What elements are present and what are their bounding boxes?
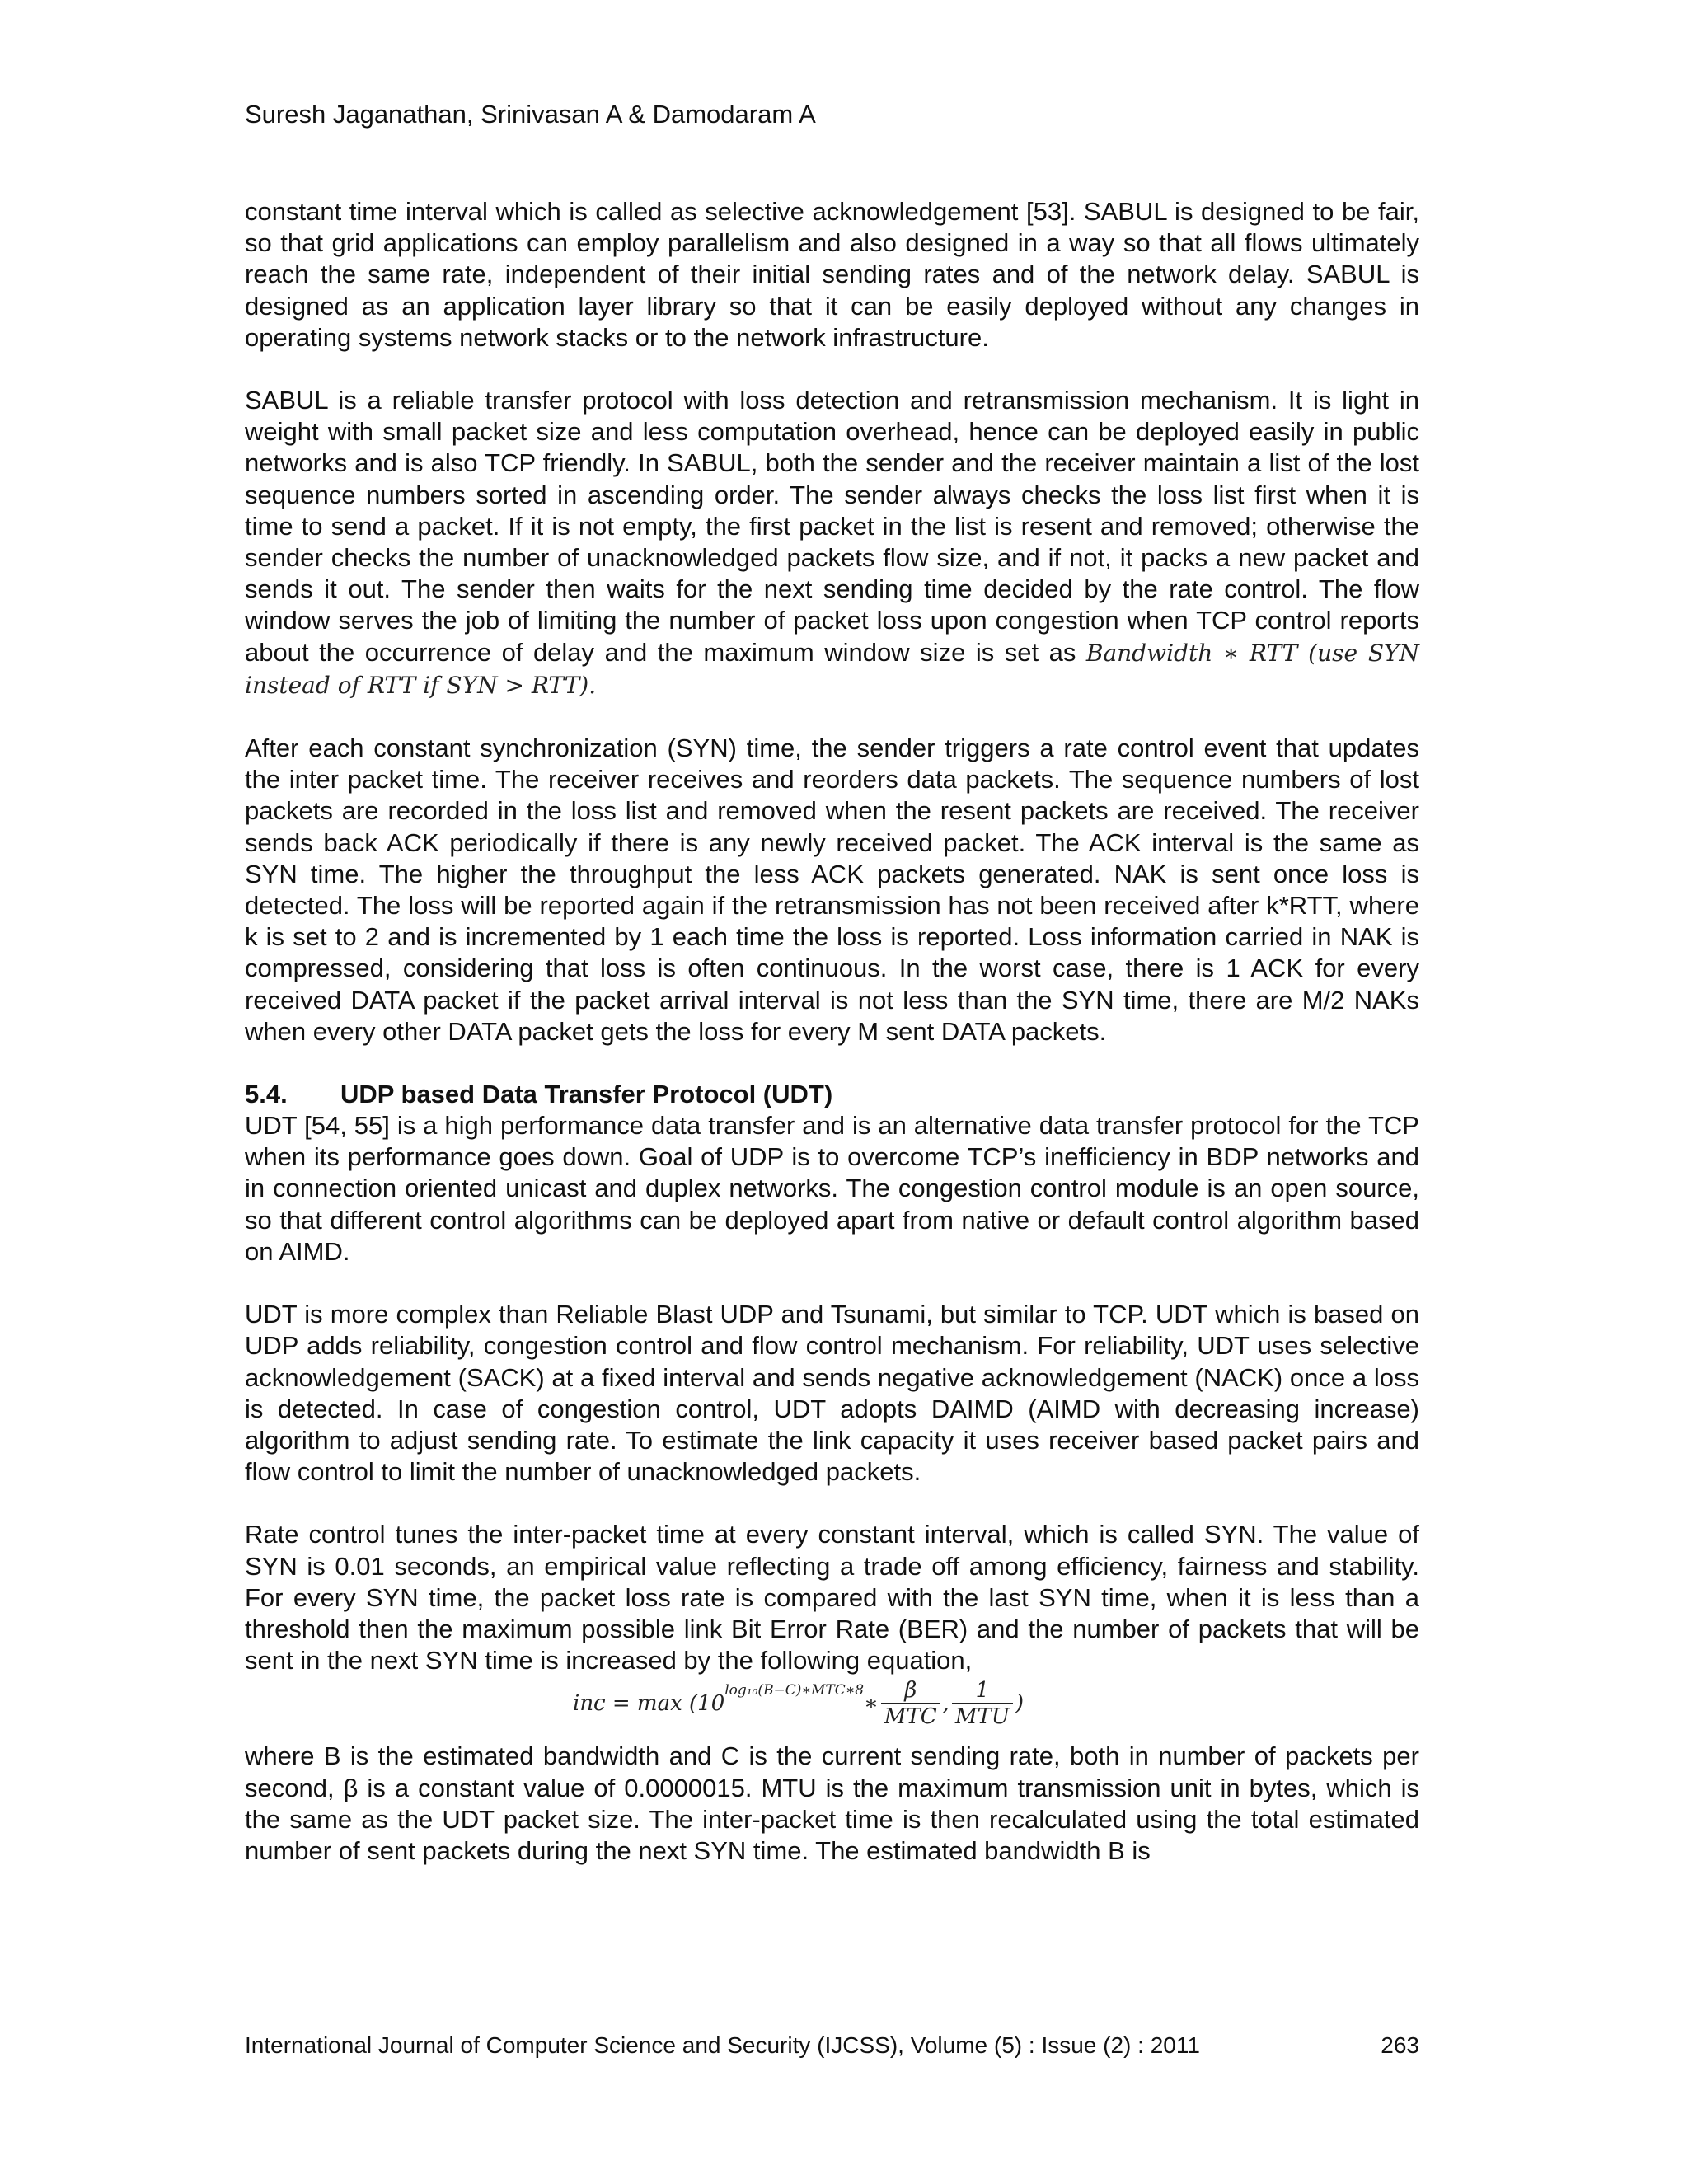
fraction-1-denominator: MTC bbox=[881, 1703, 940, 1729]
running-header: Suresh Jaganathan, Srinivasan A & Damodaram A bbox=[245, 100, 816, 129]
page-footer bbox=[245, 2031, 1419, 2060]
equation-comma: , bbox=[942, 1691, 950, 1717]
window-size-formula: Bandwidth ∗ RTT (use SYN instead of RTT if SYN > RTT). bbox=[245, 639, 1420, 699]
section-number: 5.4. bbox=[245, 1080, 288, 1109]
paragraph-4: UDT [54, 55] is a high performance data transfer and is an alternative data transfer protocol for the TCP when its performance goes down. Goal of UDP is to overcome TCP’s inefficiency in BDP networks and in connection oriented unicast and duplex networks. The congestion control module is an open source, so that different control algorithms can be deployed apart from native or default control algorithm based on AIMD. bbox=[245, 1111, 1419, 1266]
fraction-2-numerator: 1 bbox=[975, 1678, 990, 1704]
fraction-2-denominator: MTU bbox=[952, 1703, 1013, 1729]
article-body bbox=[245, 196, 1419, 1867]
rate-increase-equation bbox=[245, 1676, 1419, 1739]
paragraph-5: UDT is more complex than Reliable Blast UDP and Tsunami, but similar to TCP. UDT which is based on UDP adds reliability, congestion control and flow control mechanism. For reliability, UDT uses selective acknowledgement (SACK) at a fixed interval and sends negative acknowledgement (NACK) once a loss is detected. In case of congestion control, UDT adopts DAIMD (AIMD with decreasing increase) algorithm to adjust sending rate. To estimate the link capacity it uses receiver based packet pairs and flow control to limit the number of unacknowledged packets. bbox=[245, 1300, 1419, 1487]
equation-exponent: log₁₀(B−C)∗MTC∗8 bbox=[724, 1682, 865, 1699]
page-number: 263 bbox=[1381, 2032, 1419, 2058]
section-title: UDP based Data Transfer Protocol (UDT) bbox=[340, 1080, 833, 1109]
paragraph-6: Rate control tunes the inter-packet time at every constant interval, which is called SYN. The value of SYN is 0.01 seconds, an empirical value reflecting a trade off among efficiency, fairness and stability. For every SYN time, the packet loss rate is compared with the last SYN time, when it is less than a threshold then the maximum possible link Bit Error Rate (BER) and the number of packets that will be sent in the next SYN time is increased by the following equation, bbox=[245, 1520, 1419, 1675]
fraction-beta-mtc bbox=[881, 1678, 940, 1729]
paragraph-1: constant time interval which is called as selective acknowledgement [53]. SABUL is designed to be fair, so that grid applications can employ parallelism and also designed in a way so that all flows ultimately reach the same rate, independent of their initial sending rates and of the network delay. SABUL is designed as an application layer library so that it can be easily deployed without any changes in operating systems network stacks or to the network infrastructure. bbox=[245, 197, 1419, 352]
equation-close: ) bbox=[1015, 1691, 1024, 1717]
equation-times: ∗ bbox=[864, 1691, 879, 1717]
fraction-1-numerator: β bbox=[904, 1678, 917, 1704]
journal-citation: International Journal of Computer Science and Security (IJCSS), Volume (5) : Issue (2) : 2011 bbox=[245, 2032, 1200, 2058]
section-heading bbox=[245, 1079, 1419, 1110]
equation-content bbox=[573, 1678, 1024, 1729]
fraction-one-mtu bbox=[952, 1678, 1013, 1729]
paragraph-2-text: SABUL is a reliable transfer protocol with loss detection and retransmission mechanism. It is light in weight with small packet size and less computation overhead, hence can be deployed easily in public networks and is also TCP friendly. In SABUL, both the sender and the receiver maintain a list of the lost sequence numbers sorted in ascending order. The sender always checks the loss list first when it is time to send a packet. If it is not empty, the first packet in the list is resent and removed; otherwise the sender checks the number of unacknowledged packets flow size, and if not, it packs a new packet and sends it out. The sender then waits for the next sending time decided by the rate control. The flow window serves the job of limiting the number of packet loss upon congestion when TCP control reports about the occurrence of delay and the maximum window size is set as bbox=[245, 386, 1419, 667]
paragraph-3: After each constant synchronization (SYN) time, the sender triggers a rate control event that updates the inter packet time. The receiver receives and reorders data packets. The sequence numbers of lost packets are recorded in the loss list and removed when the resent packets are received. The receiver sends back ACK periodically if there is any newly received packet. The ACK interval is the same as SYN time. The higher the throughput the less ACK packets generated. NAK is sent once loss is detected. The loss will be reported again if the retransmission has not been received after k*RTT, where k is set to 2 and is incremented by 1 each time the loss is reported. Loss information carried in NAK is compressed, considering that loss is often continuous. In the worst case, there is 1 ACK for every received DATA packet if the packet arrival interval is not less than the SYN time, there are M/2 NAKs when every other DATA packet gets the loss for every M sent DATA packets. bbox=[245, 733, 1419, 1046]
paragraph-2 bbox=[245, 385, 1419, 701]
equation-lhs: inc = max (10 bbox=[573, 1691, 725, 1717]
paragraph-7: where B is the estimated bandwidth and C is the current sending rate, both in number of packets per second, β is a constant value of 0.0000015. MTU is the maximum transmission unit in bytes, which is the same as the UDT packet size. The inter-packet time is then recalculated using the total estimated number of sent packets during the next SYN time. The estimated bandwidth B is bbox=[245, 1741, 1419, 1865]
